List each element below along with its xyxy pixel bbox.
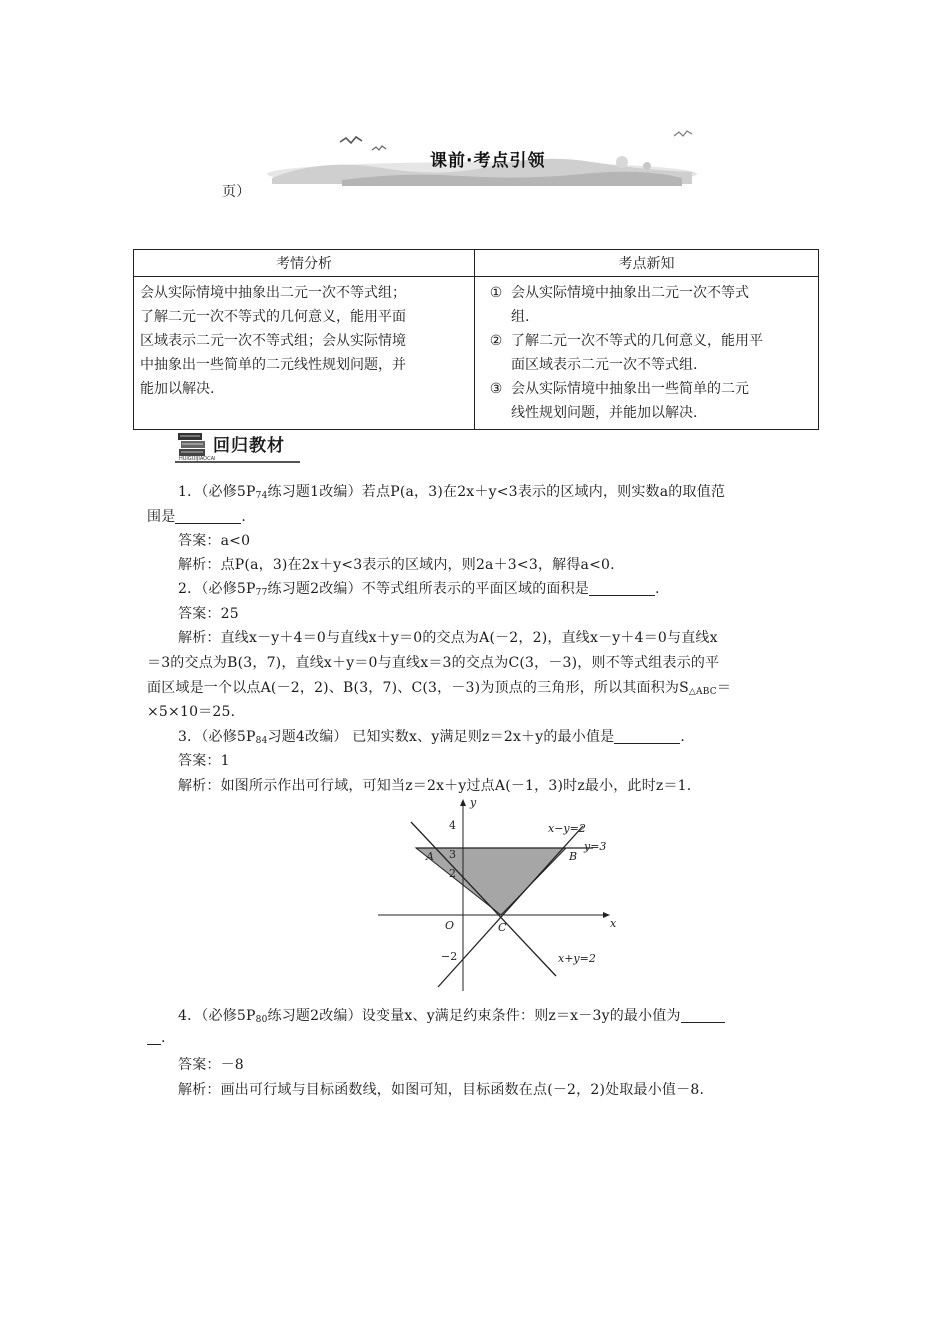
point-a-label: A [426,850,434,863]
item-number: ③ [489,381,503,397]
item-text: 组. [511,309,530,325]
feasible-region-graph [378,796,628,996]
answer-blank [175,509,241,524]
x-axis-label: x [610,917,617,930]
tick-3: 3 [449,848,456,861]
label-x-plus-y: x+y=2 [558,952,596,965]
q1-stem-cont: 围是 . [147,509,247,525]
label-x-minus-y: x−y=2 [548,822,586,835]
q2-analysis-4: ×5×10＝25. [147,704,236,720]
q4-stem-cont: . [147,1030,166,1046]
label-y-eq-3: y=3 [584,840,607,853]
q3-analysis: 解析：如图所示作出可行域，可知当z＝2x＋y过点A(－1，3)时z最小，此时z＝1. [178,778,692,794]
q2-analysis-1: 解析：直线x－y＋4＝0与直线x＋y＝0的交点为A(－2，2)，直线x－y＋4＝0与直线x [178,630,718,646]
item-number: ② [489,333,503,349]
origin-label: O [445,919,455,932]
y-axis-label: y [470,796,477,809]
analysis-line: 能加以解决. [140,381,215,397]
page-fragment: 页） [222,184,251,200]
q1-answer: 答案：a<0 [178,533,251,549]
section-title: 回归教材 [213,436,285,456]
tick-4: 4 [449,819,456,832]
q3-answer: 答案：1 [178,753,230,769]
q1-stem: 1．（必修$5P_{74}$练习题1改编）若点P(a，3)在2x＋y<3表示的区域内，则实数a的取值范 [178,484,726,501]
q2-stem: 2．（必修$5P_{77}$练习题2改编）不等式组所表示的平面区域的面积是 . [178,581,660,598]
analysis-line: 了解二元一次不等式的几何意义，能用平面 [140,309,406,325]
header-exam-analysis: 考情分析 [134,250,475,277]
feasible-region [416,848,566,915]
knowledge-item [481,329,812,353]
answer-blank [681,1008,725,1023]
item-text: 会从实际情境中抽象出二元一次不等式 [511,285,749,301]
header-new-knowledge: 考点新知 [475,250,819,277]
q4-stem: 4．（必修$5P_{80}$练习题2改编）设变量x、y满足约束条件：则z＝x－3y的最小值为 [178,1005,725,1025]
analysis-line: 中抽象出一些简单的二元线性规划问题，并 [140,357,406,373]
point-b-label: B [569,850,578,863]
exam-analysis-cell [134,277,475,430]
item-text: 线性规划问题，并能加以解决. [511,405,698,421]
tick-neg2: −2 [441,950,458,963]
item-text: 了解二元一次不等式的几何意义，能用平 [511,333,763,349]
section-pinyin: HUIGUIJIAOCAI [179,456,216,462]
q2-answer: 答案：25 [178,606,239,622]
tick-2: 2 [449,867,456,880]
q2-analysis-3: 面区域是一个以点A(－2，2)、B(3，7)、C(3，－3)为顶点的三角形，所以其面积为$S_{\triangle ABC}=$ [147,680,732,697]
section-header [175,427,300,467]
knowledge-item [481,281,812,305]
q4-answer: 答案：－8 [178,1057,244,1073]
answer-blank [614,729,680,744]
line-x-plus-y-eq-2 [411,822,556,976]
exam-analysis-table [133,249,819,430]
knowledge-item [481,377,812,401]
analysis-line: 区域表示二元一次不等式组；会从实际情境 [140,333,406,349]
answer-blank [589,581,655,596]
q1-analysis: 解析：点P(a，3)在2x＋y<3表示的区域内，则2a＋3<3，解得a<0. [178,557,615,573]
new-knowledge-cell [475,277,819,430]
item-text: 会从实际情境中抽象出一些简单的二元 [511,381,749,397]
item-text: 面区域表示二元一次不等式组. [511,357,698,373]
banner-title: 课前·考点引领 [430,151,546,171]
point-c-label: C [498,921,507,934]
answer-blank [147,1030,161,1045]
item-number: ① [489,285,503,301]
q4-analysis: 解析：画出可行域与目标函数线，如图可知，目标函数在点(－2，2)处取最小值－8. [178,1082,705,1098]
analysis-line: 会从实际情境中抽象出二元一次不等式组； [140,285,406,301]
q2-analysis-2: ＝3的交点为B(3，7)，直线x＋y＝0与直线x＝3的交点为C(3，－3)，则不等式组表示的平 [147,655,720,671]
q3-stem: 3．（必修$5P_{84}$习题4改编） 已知实数x、y满足则z＝2x＋y的最小值是 . [178,729,686,746]
